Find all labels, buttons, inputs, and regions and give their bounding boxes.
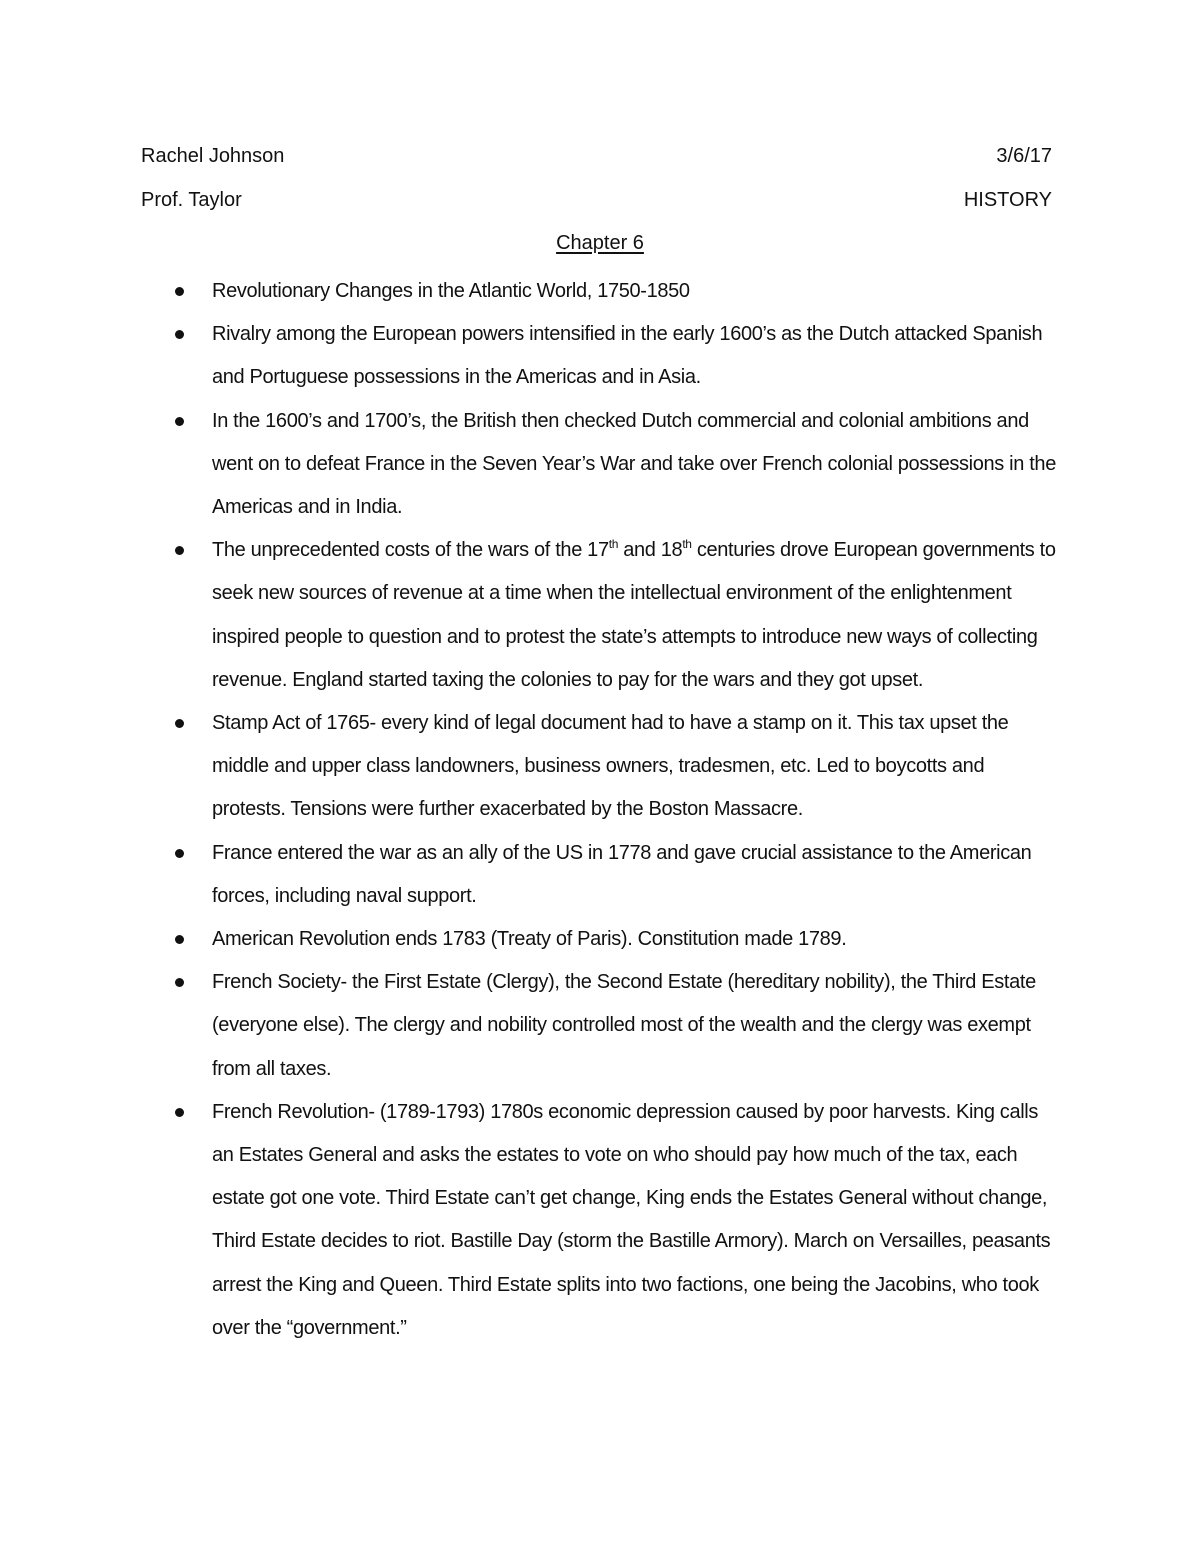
note-text: American Revolution ends 1783 (Treaty of Paris). Constitution made 1789. [212,928,847,951]
note-text: Stamp Act of 1765- every kind of legal document had to have a stamp on it. This tax upset the middle and upper class landowners, business owners, tradesmen, etc. Led to boycotts and protests. Tensions were further exacerbated by the Boston Massacre. [212,712,1009,821]
note-text: Rivalry among the European powers intensified in the early 1600’s as the Dutch attacked Spanish and Portuguese possessions in the Americas and in Asia. [212,323,1043,389]
bullet-dot-icon [175,719,184,728]
list-item [141,918,1061,961]
note-text: Revolutionary Changes in the Atlantic World, 1750-1850 [212,280,690,302]
bullet-dot-icon [175,330,184,339]
subject: HISTORY [963,189,1052,211]
bullet-dot-icon [175,287,184,296]
list-item [141,400,1061,530]
bullet-dot-icon [175,849,184,858]
bullet-dot-icon [175,935,184,944]
list-item [141,961,1061,1091]
bullet-dot-icon [175,978,184,987]
list-item [141,313,1061,399]
document-title [0,228,1200,258]
superscript-ordinal: th [682,537,692,552]
list-item [141,702,1061,832]
list-item [141,832,1061,918]
notes-list [141,270,1061,1350]
header-row-name-date [141,141,1052,171]
note-text: In the 1600’s and 1700’s, the British then checked Dutch commercial and colonial ambitions and went on to defeat France in the Seven Year’s War and take over French colonial possessions in the Americas and in India. [212,409,1056,519]
student-name: Rachel Johnson [141,145,285,167]
professor-name: Prof. Taylor [141,189,242,211]
note-text-part: centuries drove European governments to seek new sources of revenue at a time when the intellectual environment of the enlightenment inspired people to question and to protest the state’s attempts to introduce new ways of collecting revenue. England started taxing the colonies to pay for the wars and they got upset. [212,539,1056,691]
note-text-part: The unprecedented costs of the wars of the 17 [212,539,609,562]
bullet-dot-icon [175,417,184,426]
header-row-professor-subject [141,185,1052,215]
date: 3/6/17 [996,145,1052,167]
list-item [141,529,1061,702]
superscript-ordinal: th [608,537,619,552]
note-text: French Society- the First Estate (Clergy), the Second Estate (hereditary nobility), the Third Estate (everyone else). The clergy and nobility controlled most of the wealth and the clergy was exempt from all taxes. [212,971,1036,1080]
note-text-part: and 18 [618,539,683,562]
chapter-heading: Chapter 6 [556,232,644,254]
list-item [141,1091,1061,1350]
note-text: France entered the war as an ally of the US in 1778 and gave crucial assistance to the American forces, including naval support. [212,841,1032,907]
note-text: French Revolution- (1789-1793) 1780s economic depression caused by poor harvests. King calls an Estates General and asks the estates to vote on who should pay how much of the tax, each estate got one vote. Third Estate can’t get change, King ends the Estates General without change, Third Estate decides to riot. Bastille Day (storm the Bastille Armory). March on Versailles, peasants arrest the King and Queen. Third Estate splits into two factions, one being the Jacobins, who took over the “government.” [212,1100,1051,1339]
bullet-dot-icon [175,1108,184,1117]
list-item [141,270,1061,313]
bullet-dot-icon [175,546,184,555]
